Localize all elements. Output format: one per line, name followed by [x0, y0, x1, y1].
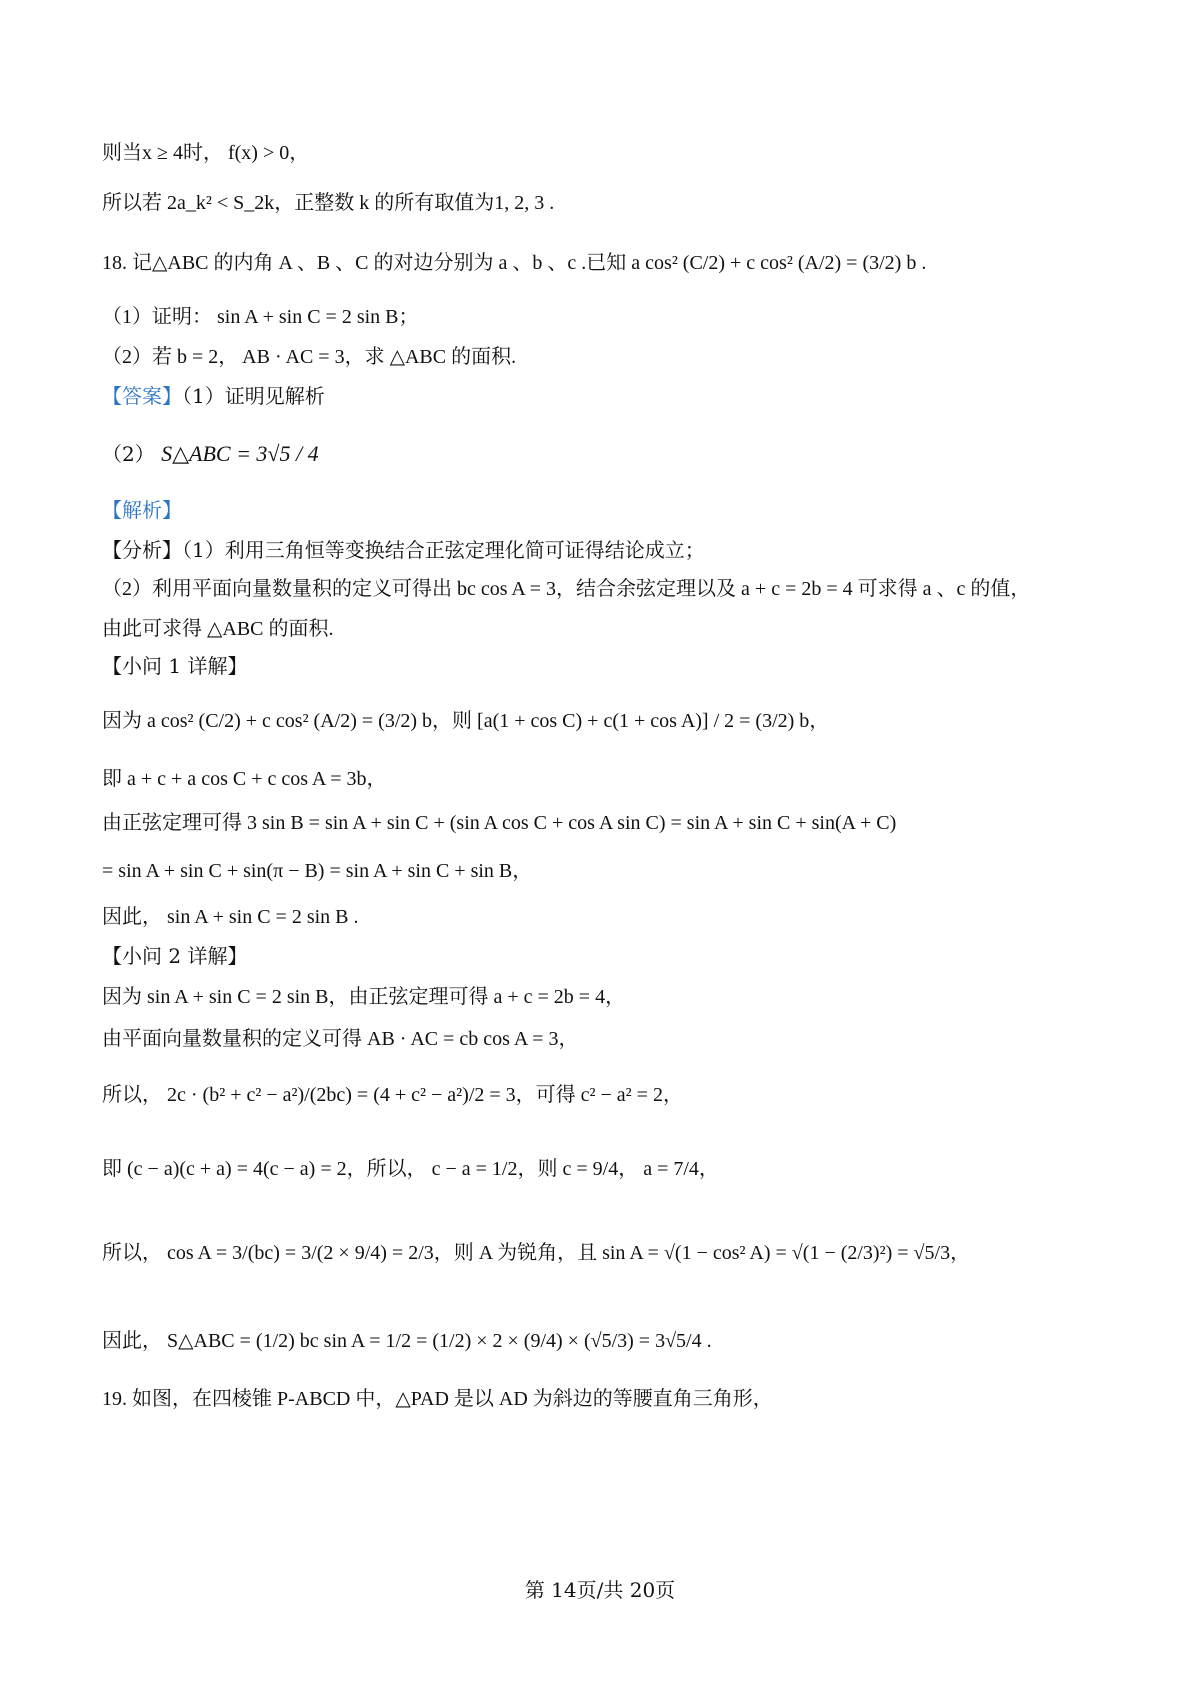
answer-line-2: [102, 440, 1130, 468]
question-18-part-2: [102, 342, 1130, 371]
line-text: 则当x ≥ 4时， f(x) > 0，: [102, 142, 310, 164]
answer-expression: S△ABC = 3√5 / 4: [161, 441, 319, 466]
solution-1-line-2: [102, 764, 1130, 793]
question-18-stem: [102, 248, 1130, 277]
answer-text: （1）证明见解析: [182, 384, 325, 408]
line-text: （2）利用平面向量数量积的定义可得出 bc cos A = 3，结合余弦定理以及 a + c = 2b = 4 可求得 a 、c 的值，: [102, 578, 1031, 600]
line-k-values: [102, 188, 1130, 217]
line-text: = sin A + sin C + sin(π − B) = sin A + sin C + sin B，: [102, 860, 533, 882]
line-text: 由此可求得 △ABC 的面积.: [102, 618, 334, 640]
line-text: 所以， cos A = 3/(bc) = 3/(2 × 9/4) = 2/3，则 A 为锐角，且 sin A = √(1 − cos² A) = √(1 − (2/3)²) = √5/3，: [102, 1242, 971, 1264]
line-text: 因为 a cos² (C/2) + c cos² (A/2) = (3/2) b，则 [a(1 + cos C) + c(1 + cos A)] / 2 = (3/2) b，: [102, 710, 830, 732]
page-number: 第 14页/共 20页: [524, 1578, 676, 1602]
fenxi-line-3: [102, 614, 1130, 643]
line-text: 18. 记△ABC 的内角 A 、B 、C 的对边分别为 a 、b 、c .已知 a cos² (C/2) + c cos² (A/2) = (3/2) b .: [102, 252, 927, 274]
line-text: 所以， 2c · (b² + c² − a²)/(2bc) = (4 + c² − a²)/2 = 3，可得 c² − a² = 2，: [102, 1084, 683, 1106]
answer-line-1: [102, 382, 1130, 410]
fenxi-text: （1）利用三角恒等变换结合正弦定理化简可证得结论成立；: [182, 538, 705, 562]
line-when-x-ge-4: [102, 138, 1130, 167]
fenxi-line-1: [102, 536, 1130, 564]
solution-2-line-4: [102, 1154, 1130, 1183]
line-text: 19. 如图，在四棱锥 P-ABCD 中，△PAD 是以 AD 为斜边的等腰直角三角形，: [102, 1388, 773, 1410]
analysis-tag: 【解析】: [102, 498, 182, 522]
sub2-tag: 【小问 2 详解】: [102, 944, 248, 968]
question-19-stem: [102, 1384, 1130, 1413]
answer-prefix: （2）: [102, 442, 155, 466]
line-text: 所以若 2a_k² < S_2k，正整数 k 的所有取值为1, 2, 3 .: [102, 192, 555, 214]
line-text: 因此， sin A + sin C = 2 sin B .: [102, 906, 359, 928]
solution-2-line-6: [102, 1326, 1130, 1355]
analysis-tag-line: [102, 496, 1130, 524]
solution-2-line-1: [102, 982, 1130, 1011]
fenxi-line-2: [102, 574, 1130, 603]
line-text: 因为 sin A + sin C = 2 sin B，由正弦定理可得 a + c = 2b = 4，: [102, 986, 626, 1008]
line-text: 即 a + c + a cos C + c cos A = 3b，: [102, 768, 387, 790]
answer-tag: 【答案】: [102, 384, 182, 408]
page-footer: [0, 1576, 1200, 1604]
solution-1-line-4: [102, 856, 1130, 885]
line-text: （1）证明： sin A + sin C = 2 sin B；: [102, 306, 419, 328]
solution-2-line-2: [102, 1024, 1130, 1053]
line-text: （2）若 b = 2， AB · AC = 3，求 △ABC 的面积.: [102, 346, 517, 368]
fenxi-tag: 【分析】: [102, 538, 182, 562]
line-text: 因此， S△ABC = (1/2) bc sin A = 1/2 = (1/2) × 2 × (9/4) × (√5/3) = 3√5/4 .: [102, 1330, 712, 1352]
solution-1-line-3: [102, 808, 1130, 837]
solution-1-line-5: [102, 902, 1130, 931]
sub1-tag: 【小问 1 详解】: [102, 654, 248, 678]
line-text: 即 (c − a)(c + a) = 4(c − a) = 2，所以， c − a = 1/2，则 c = 9/4， a = 7/4，: [102, 1158, 719, 1180]
solution-1-line-1: [102, 706, 1130, 735]
sub-question-1-tag: [102, 652, 1130, 680]
question-18-part-1: [102, 302, 1130, 331]
line-text: 由平面向量数量积的定义可得 AB · AC = cb cos A = 3，: [102, 1028, 579, 1050]
solution-2-line-3: [102, 1080, 1130, 1109]
line-text: 由正弦定理可得 3 sin B = sin A + sin C + (sin A cos C + cos A sin C) = sin A + sin C + sin(A + C): [102, 812, 897, 834]
sub-question-2-tag: [102, 942, 1130, 970]
solution-2-line-5: [102, 1238, 1130, 1267]
